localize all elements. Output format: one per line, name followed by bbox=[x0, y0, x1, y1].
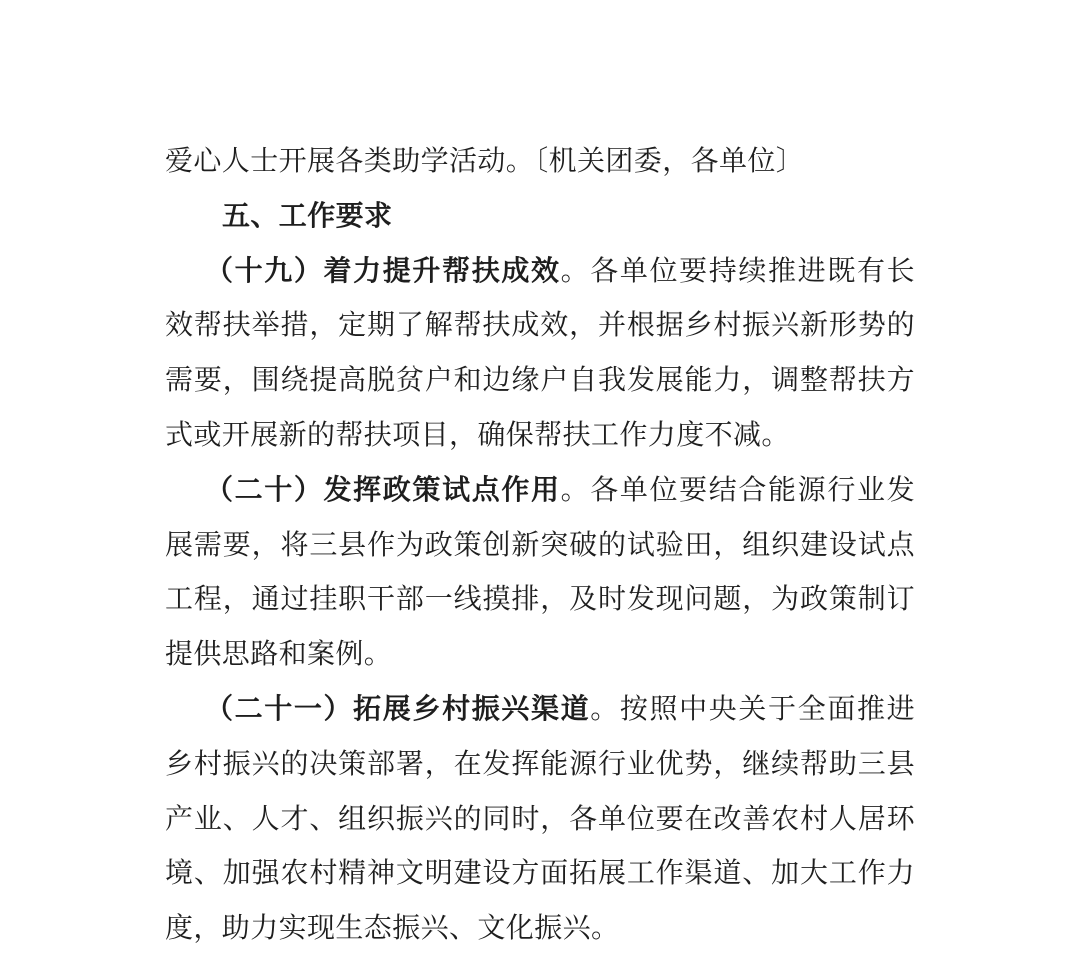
paragraph-line: 效帮扶举措，定期了解帮扶成效，并根据乡村振兴新形势的 bbox=[165, 308, 915, 342]
paragraph-line: 境、加强农村精神文明建设方面拓展工作渠道、加大工作力 bbox=[165, 856, 915, 890]
paragraph-line: 式或开展新的帮扶项目，确保帮扶工作力度不减。 bbox=[165, 417, 790, 451]
paragraph-title: （二十）发挥政策试点作用 bbox=[205, 472, 561, 506]
paragraph-line: 工程，通过挂职干部一线摸排，及时发现问题，为政策制订 bbox=[165, 582, 915, 616]
paragraph-first-line bbox=[165, 244, 915, 299]
document-page bbox=[165, 134, 915, 956]
section-heading: 五、工作要求 bbox=[222, 198, 393, 232]
paragraph-line: 需要，围绕提高脱贫户和边缘户自我发展能力，调整帮扶方 bbox=[165, 363, 915, 397]
paragraph-text: 。各单位要结合能源行业发 bbox=[560, 472, 915, 506]
paragraph-line: 度，助力实现生态振兴、文化振兴。 bbox=[165, 911, 620, 945]
paragraph-line: 产业、人才、组织振兴的同时，各单位要在改善农村人居环 bbox=[165, 801, 915, 835]
paragraph-text: 。按照中央关于全面推进 bbox=[590, 691, 915, 725]
paragraph-title: （十九）着力提升帮扶成效 bbox=[205, 253, 561, 287]
paragraph-line: 爱心人士开展各类助学活动。〔机关团委，各单位〕 bbox=[165, 144, 805, 177]
paragraph-20 bbox=[165, 463, 915, 682]
paragraph-line: 乡村振兴的决策部署，在发挥能源行业优势，继续帮助三县 bbox=[165, 746, 915, 780]
paragraph-line: 展需要，将三县作为政策创新突破的试验田，组织建设试点 bbox=[165, 527, 915, 561]
paragraph-first-line bbox=[165, 682, 915, 737]
paragraph-21 bbox=[165, 682, 915, 956]
paragraph-title: （二十一）拓展乡村振兴渠道 bbox=[205, 691, 591, 725]
paragraph-first-line bbox=[165, 463, 915, 518]
paragraph-19 bbox=[165, 244, 915, 463]
paragraph-line: 提供思路和案例。 bbox=[165, 637, 393, 671]
paragraph-text: 。各单位要持续推进既有长 bbox=[560, 253, 915, 287]
